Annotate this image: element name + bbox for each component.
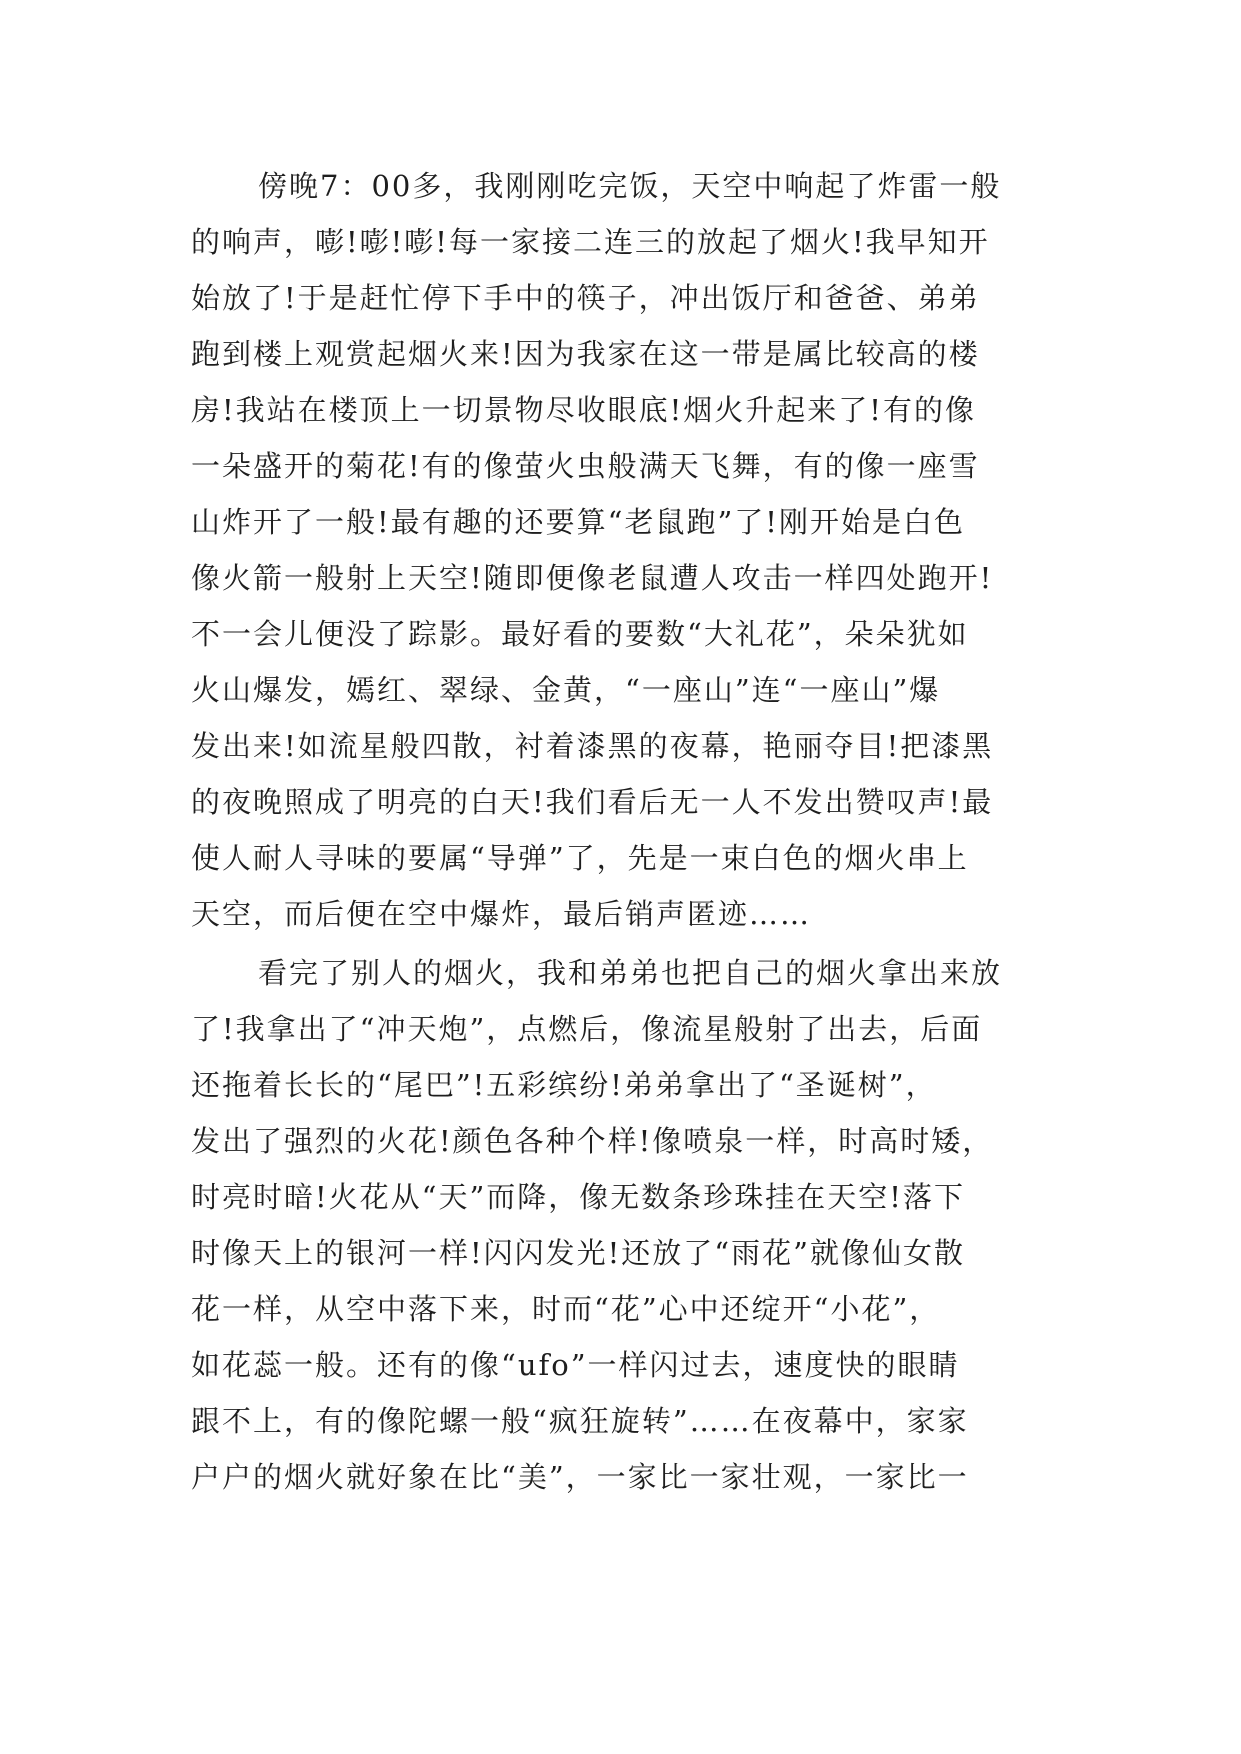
text-line: 时像天上的银河一样!闪闪发光!还放了“雨花”就像仙女散 (191, 1236, 965, 1270)
text-line: 还拖着长长的“尾巴”!五彩缤纷!弟弟拿出了“圣诞树”， (191, 1068, 937, 1102)
text-line: 天空，而后便在空中爆炸，最后销声匿迹…… (191, 897, 812, 931)
text-line: 如花蕊一般。还有的像“ufo”一样闪过去，速度快的眼睛 (191, 1348, 960, 1382)
text-line: 像火箭一般射上天空!随即便像老鼠遭人攻击一样四处跑开! (191, 561, 994, 595)
text-line: 山炸开了一般!最有趣的还要算“老鼠跑”了!刚开始是白色 (191, 505, 965, 539)
text-line: 发出来!如流星般四散，衬着漆黑的夜幕，艳丽夺目!把漆黑 (191, 729, 994, 763)
text-line: 户户的烟火就好象在比“美”，一家比一家壮观，一家比一 (191, 1460, 969, 1494)
text-line: 房!我站在楼顶上一切景物尽收眼底!烟火升起来了!有的像 (191, 393, 976, 427)
text-line: 跑到楼上观赏起烟火来!因为我家在这一带是属比较高的楼 (191, 337, 980, 371)
text-line: 花一样，从空中落下来，时而“花”心中还绽开“小花”， (191, 1292, 941, 1326)
text-line: 的响声，嘭!嘭!嘭!每一家接二连三的放起了烟火!我早知开 (191, 225, 990, 259)
text-line: 跟不上，有的像陀螺一般“疯狂旋转”……在夜幕中，家家 (191, 1404, 969, 1438)
text-line: 的夜晚照成了明亮的白天!我们看后无一人不发出赞叹声!最 (191, 785, 994, 819)
paragraph-2 (191, 945, 1071, 1505)
text-line: 时亮时暗!火花从“天”而降，像无数条珍珠挂在天空!落下 (191, 1180, 965, 1214)
text-line: 了!我拿出了“冲天炮”，点燃后，像流星般射了出去，后面 (191, 1012, 983, 1046)
text-line: 使人耐人寻味的要属“导弹”了，先是一束白色的烟火串上 (191, 841, 969, 875)
text-line: 不一会儿便没了踪影。最好看的要数“大礼花”，朵朵犹如 (191, 617, 969, 651)
text-line: 发出了强烈的火花!颜色各种个样!像喷泉一样，时高时矮， (191, 1124, 994, 1158)
text-line: 一朵盛开的菊花!有的像萤火虫般满天飞舞，有的像一座雪 (191, 449, 980, 483)
paragraph-1 (191, 158, 1071, 942)
text-line: 火山爆发，嫣红、翠绿、金黄，“一座山”连“一座山”爆 (191, 673, 941, 707)
text-line: 始放了!于是赶忙停下手中的筷子，冲出饭厅和爸爸、弟弟 (191, 281, 980, 315)
text-line: 看完了别人的烟火，我和弟弟也把自己的烟火拿出来放 (258, 956, 1003, 990)
text-line: 傍晚7：00多，我刚刚吃完饭，天空中响起了炸雷一般 (258, 169, 1002, 203)
